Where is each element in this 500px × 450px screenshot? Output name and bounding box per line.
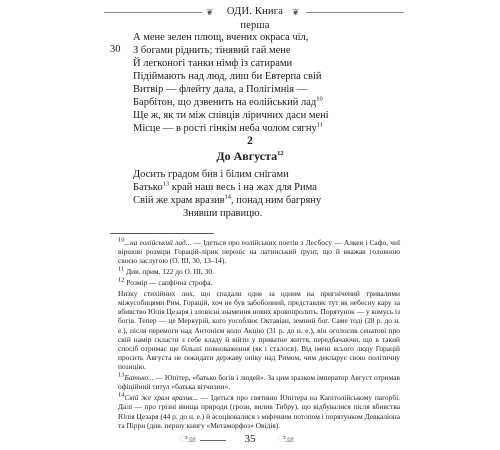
footnote-text: — Ідеться про еолійських поетів з Лесбосу — Алкея і Сафо, чиї віршові розміри Горацій-лірик переніс на латинський ґрунт, що й вважав головною своєю заслугою (О. III, 30, 13–14). bbox=[118, 238, 400, 266]
verse-line: З богами ріднить; тінявий гай мене bbox=[133, 45, 291, 56]
verse-line: А мене зелен плющ, вчених окраса чіл, bbox=[133, 32, 309, 43]
line-number: 30 bbox=[110, 44, 121, 55]
verse-line bbox=[133, 96, 329, 109]
footnote bbox=[118, 393, 400, 430]
footnote-text: — Ідеться про святиню Юпітера на Капітолійському пагорбі. Далі — про грізні явища природи (грози, вилив Тибру), що відбувалися після вбивства Юлія Цезаря (44 р. до н. е.) й асоціювалися з міфічним потопом і порятунком Девкаліона та Пірри (див. першу книгу «Метаморфоз» Овідія). bbox=[118, 393, 400, 430]
verse-line: Підіймають над люд, лиш би Евтерпа свій bbox=[133, 71, 322, 82]
footnote-lead: Свій же храм вразив... bbox=[124, 393, 199, 403]
header-rule-left bbox=[104, 12, 202, 13]
verse-text: Місце — в рості гінкім неба чолом сягну bbox=[133, 123, 317, 134]
footnote-text: — Юпітер, «батько богів і людей». За цим зразком імператор Август отримав офіційний титул «батька вітчизни». bbox=[118, 373, 400, 392]
footnote-text: Розмір — сапфічна строфа. bbox=[124, 278, 213, 287]
footnote-ref[interactable]: 12 bbox=[277, 150, 284, 157]
footnote-ref[interactable]: 10 bbox=[316, 95, 323, 103]
verse-line: Витвір — флейту дала, а Полігімнія — bbox=[133, 84, 308, 95]
verse-line: Досить градом бив і білим снігами bbox=[133, 169, 289, 180]
verse-line bbox=[133, 194, 321, 207]
verse-text: край наш весь і на жах для Рима bbox=[169, 182, 317, 193]
footnote-mark: 10 bbox=[118, 236, 125, 244]
footnote-mark: 13 bbox=[118, 371, 125, 379]
verse-line: Знявши правицю. bbox=[183, 208, 263, 219]
footnote-ref[interactable]: 13 bbox=[162, 180, 170, 188]
footnotes bbox=[118, 238, 400, 432]
footnote-ref[interactable]: 11 bbox=[316, 121, 324, 129]
verse-text: , понад ним багряну bbox=[231, 195, 322, 206]
running-title: ОДИ. Книга перша bbox=[226, 6, 284, 31]
footnote-rule bbox=[110, 233, 214, 234]
footnote bbox=[118, 373, 400, 391]
page-footer bbox=[180, 433, 320, 447]
page-number: 35 bbox=[244, 433, 256, 445]
running-header bbox=[104, 3, 404, 31]
footnote-text: Низку стихійних лих, що спадали одне за одним на пригнічений тривалими міжусобицями Рим, Горацій, хоч не був забобонний, представляє тут як небесну кару за вбивство Юлія Цезаря і зловісні знамення нових кровопролить. Порятунок — у комусь із богів. Тепер — це Меркурій, кого уособлює Октавіан, земний бог. Саме тоді (28 р. до н. е.), після перемоги над Антонієм коло Акцію (31 р. до н. е.), він оголосив сенатові про свій намір скласти з себе кладу й війти у приватне життя, передбачаючи, що в такий спосіб отримає ще більші повноваження (як і сталося). Від імені всього люду Горацій просить Августа не покидати державу опіку над Римом, чим декларує свою політичну позицію. bbox=[118, 288, 400, 372]
verse-line bbox=[133, 122, 329, 135]
footer-rule-left bbox=[200, 440, 226, 441]
header-ornament-left: ❦ bbox=[206, 7, 214, 17]
verse-text: Батько bbox=[133, 182, 163, 193]
footnote-ref[interactable]: 14 bbox=[224, 193, 232, 201]
footnote-mark: 14 bbox=[118, 391, 125, 399]
footer-ornament-right: ೋ bbox=[278, 434, 294, 444]
header-ornament-right: ❦ bbox=[292, 7, 300, 17]
stanza-2 bbox=[133, 83, 329, 135]
verse-line: Й легконогі танки німф із сатирами bbox=[133, 58, 293, 69]
footnote-lead: Батько... bbox=[124, 373, 154, 383]
verse-text: Свій же храм вразив bbox=[133, 195, 225, 206]
footnote-mark: 11 bbox=[118, 265, 125, 273]
stanza-1 bbox=[133, 31, 322, 83]
footer-ornament-left: ೋ bbox=[180, 434, 196, 444]
header-rule-right bbox=[306, 12, 404, 13]
footnote-text: Див. прим. 122 до О. III, 30. bbox=[124, 267, 214, 277]
footnote-mark: 12 bbox=[118, 276, 125, 284]
stanza-3 bbox=[133, 168, 321, 220]
section-number: 2 bbox=[247, 135, 253, 147]
verse-line bbox=[133, 181, 321, 194]
verse-line: Ще ж, як ти між співців ліричних даси мені bbox=[133, 110, 329, 121]
footnote-lead: ...на еолійський лад... bbox=[124, 238, 192, 247]
footnote bbox=[118, 278, 400, 287]
section-title-text: До Августа bbox=[216, 149, 278, 163]
section-title bbox=[170, 149, 330, 164]
footnote bbox=[118, 238, 400, 266]
verse-text: Барбітон, що дзвенить на еолійський лад bbox=[133, 97, 317, 108]
footnote bbox=[118, 267, 400, 276]
footnote-paragraph bbox=[118, 289, 400, 372]
